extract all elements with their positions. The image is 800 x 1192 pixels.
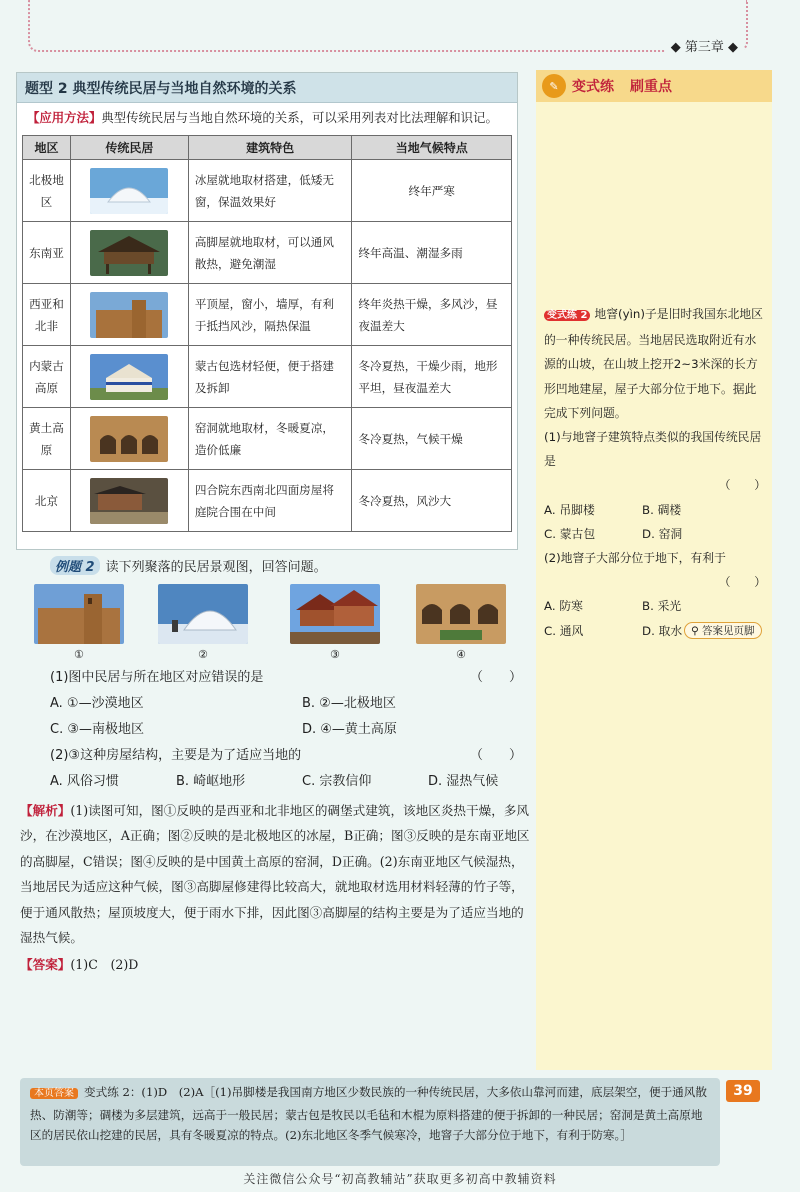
topic-box <box>16 72 518 550</box>
photo-label-1: ① <box>74 648 84 661</box>
practice-q1-opts-row1 <box>544 498 766 522</box>
method-tag: 【应用方法】 <box>27 110 102 125</box>
photo-stilt-house <box>290 584 380 644</box>
cell-region: 北京 <box>23 470 71 532</box>
cell-feature: 蒙古包选材轻便，便于搭建及拆卸 <box>188 346 352 408</box>
example-q2-opt-a: A. 风俗习惯 <box>50 774 119 789</box>
photo-label-4: ④ <box>456 648 466 661</box>
cell-region: 北极地区 <box>23 160 71 222</box>
page-answer-band <box>20 1078 720 1166</box>
example-q2-opt-c: C. 宗教信仰 <box>302 774 372 789</box>
example-q1: (1)图中民居与所在地区对应错误的是 <box>50 670 264 685</box>
practice-q1-opts-row2 <box>544 522 766 546</box>
example-q1-paren: （ ） <box>470 670 523 685</box>
topic-title: 题型 2 典型传统民居与当地自然环境的关系 <box>17 73 517 103</box>
table-row <box>23 160 512 222</box>
chapter-label: ◆ 第三章 ◆ <box>665 36 744 55</box>
courtyard-photo <box>90 478 168 524</box>
cell-photo <box>70 160 188 222</box>
practice-badge-icon: ✎ <box>542 74 566 98</box>
cell-climate: 冬冷夏热，干燥少雨，地形平坦，昼夜温差大 <box>352 346 512 408</box>
page-number: 39 <box>726 1080 760 1102</box>
practice-q1-opt-c: C. 蒙古包 <box>544 526 596 541</box>
table-row <box>23 346 512 408</box>
table-row <box>23 222 512 284</box>
analysis-tag: 【解析】 <box>20 803 71 818</box>
practice-q1-opt-b: B. 碉楼 <box>642 502 682 517</box>
practice-header <box>536 70 772 102</box>
cell-feature: 高脚屋就地取材，可以通风散热，避免潮湿 <box>188 222 352 284</box>
cell-climate: 冬冷夏热，风沙大 <box>352 470 512 532</box>
cell-feature: 冰屋就地取材搭建，低矮无窗，保温效果好 <box>188 160 352 222</box>
col-feature: 建筑特色 <box>188 136 352 160</box>
yurt-photo <box>90 354 168 400</box>
cell-feature: 平顶屋，窗小，墙厚，有利于抵挡风沙，隔热保温 <box>188 284 352 346</box>
example-prompt: 读下列聚落的民居景观图，回答问题。 <box>105 560 327 575</box>
example-heading <box>50 556 327 575</box>
method-paragraph <box>17 103 517 129</box>
example-q1-opt-c: C. ③—南极地区 <box>50 722 144 737</box>
practice-q2-paren: （ ） <box>718 575 766 590</box>
cell-region: 西亚和北非 <box>23 284 71 346</box>
col-region: 地区 <box>23 136 71 160</box>
cell-region: 东南亚 <box>23 222 71 284</box>
cell-photo <box>70 222 188 284</box>
cell-feature: 窑洞就地取材，冬暖夏凉，造价低廉 <box>188 408 352 470</box>
example-q1-opt-a: A. ①—沙漠地区 <box>50 696 144 711</box>
practice-head: 变式练 <box>572 79 614 95</box>
cell-climate: 冬冷夏热，气候干燥 <box>352 408 512 470</box>
page-answer-text: 变式练 2：(1)D (2)A［(1)吊脚楼是我国南方地区少数民族的一种传统民居，大多依山靠河而建，底层架空，便于通风散热、防潮等；碉楼为多层建筑，远高于一般民居；蒙古包是牧民以毛毡和木棍为原料搭建的便于拆卸的一种民居；窑洞是黄土高原地区的居民依山挖建的民居，具有冬暖夏凉的特点。(2)东北地区冬季气候寒冷，地窨子大部分位于地下，有利于防寒。］ <box>30 1085 707 1142</box>
practice-q2-opts-row1 <box>544 594 766 618</box>
photo-label-2: ② <box>198 648 208 661</box>
cell-feature: 四合院东西南北四面房屋将庭院合围在中间 <box>188 470 352 532</box>
answer-text: (1)C (2)D <box>70 957 139 973</box>
dwelling-table <box>22 135 512 532</box>
stilt-house-photo <box>90 230 168 276</box>
example-q2-paren: （ ） <box>470 748 523 763</box>
table-row <box>23 284 512 346</box>
practice-q2-opt-a: A. 防寒 <box>544 599 583 614</box>
practice-q1-opt-d: D. 窑洞 <box>642 526 683 541</box>
page-answer-tag: 本页答案 <box>30 1088 78 1099</box>
practice-q1: (1)与地窨子建筑特点类似的我国传统民居是 <box>544 430 762 469</box>
practice-q2-opt-c: C. 通风 <box>544 623 584 638</box>
practice-body <box>544 302 766 643</box>
cell-climate: 终年高温、潮湿多雨 <box>352 222 512 284</box>
cell-photo <box>70 284 188 346</box>
photo-castle <box>34 584 124 644</box>
cell-region: 内蒙古高原 <box>23 346 71 408</box>
watermark-text: 关注微信公众号“初高教辅站”获取更多初高中教辅资料 <box>243 1172 557 1186</box>
practice-text: 地窨(yìn)子是旧时我国东北地区的一种传统民居。当地居民选取附近有水源的山坡，在山坡上挖开2~3米深的长方形凹地建屋，屋子大部分位于地下。据此完成下列问题。 <box>544 307 763 420</box>
cave-dwelling-photo <box>90 416 168 462</box>
answer-footer-link[interactable] <box>684 622 762 639</box>
example-q1-opt-d: D. ④—黄土高原 <box>302 722 397 737</box>
method-text: 典型传统民居与当地自然环境的关系，可以采用列表对比法理解和识记。 <box>101 110 498 125</box>
cell-photo <box>70 408 188 470</box>
practice-q1-paren: （ ） <box>718 478 766 493</box>
col-climate: 当地气候特点 <box>352 136 512 160</box>
practice-q2-opt-d: D. 取水 <box>642 623 683 638</box>
cell-region: 黄土高原 <box>23 408 71 470</box>
cell-photo <box>70 470 188 532</box>
analysis-text: (1)读图可知，图①反映的是西亚和北非地区的碉堡式建筑，该地区炎热干燥，多风沙，在沙漠地区，A正确；图②反映的是北极地区的冰屋，B正确；图③反映的是东南亚地区的高脚屋，C错误；图④反映的是中国黄土高原的窑洞，D正确。(2)东南亚地区气候湿热，当地居民为适应这种气候，图③高脚屋修建得比较高大，就地取材选用材料轻薄的竹子等，便于通风散热；屋顶坡度大，便于雨水下排，因此图③高脚屋的结构主要是为了适应当地的湿热气候。 <box>20 803 530 946</box>
col-dwelling: 传统民居 <box>70 136 188 160</box>
example-q1-opt-b: B. ②—北极地区 <box>302 696 396 711</box>
flat-roof-house-photo <box>90 292 168 338</box>
analysis-block <box>20 798 530 978</box>
answer-link-label: 答案见页脚 <box>702 625 755 637</box>
igloo-photo <box>90 168 168 214</box>
example-tag: 例题 2 <box>50 556 100 575</box>
practice-q1-opt-a: A. 吊脚楼 <box>544 502 595 517</box>
practice-column <box>536 70 772 1070</box>
cell-photo <box>70 346 188 408</box>
practice-q2-opt-b: B. 采光 <box>642 599 682 614</box>
practice-head2: 刷重点 <box>630 79 672 95</box>
practice-tag: 变式练 2 <box>544 310 590 321</box>
practice-q2: (2)地窨子大部分位于地下，有利于 <box>544 551 726 566</box>
photo-label-3: ③ <box>330 648 340 661</box>
example-q2-opt-b: B. 崎岖地形 <box>176 774 246 789</box>
photo-igloo <box>158 584 248 644</box>
answer-tag: 【答案】 <box>20 957 71 973</box>
cell-climate: 终年炎热干燥，多风沙，昼夜温差大 <box>352 284 512 346</box>
answer-line <box>20 952 530 977</box>
table-row <box>23 408 512 470</box>
key-icon: ⚲ <box>691 625 699 637</box>
top-dotted-frame <box>28 0 748 52</box>
example-q2: (2)③这种房屋结构，主要是为了适应当地的 <box>50 748 302 763</box>
cell-climate: 终年严寒 <box>352 160 512 222</box>
example-q2-opt-d: D. 湿热气候 <box>428 774 499 789</box>
photo-cave-dwelling <box>416 584 506 644</box>
table-row <box>23 470 512 532</box>
